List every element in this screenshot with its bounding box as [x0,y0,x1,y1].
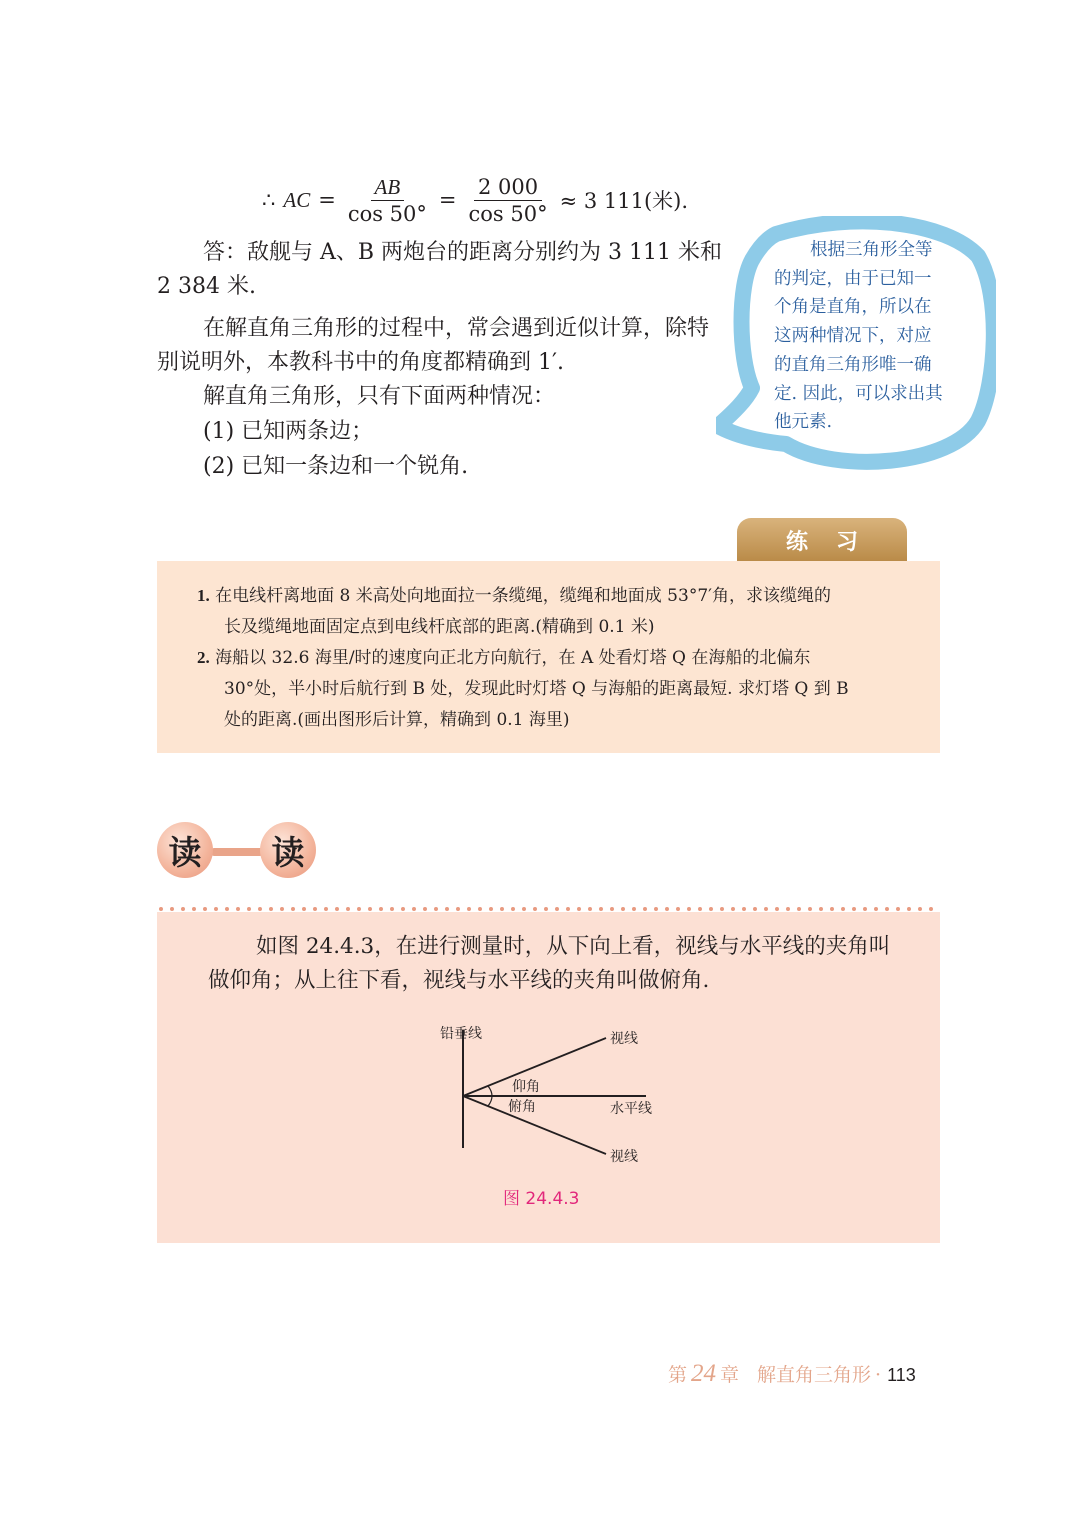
exercise-2 [197,642,907,736]
fraction-2-numerator: 2 000 [474,175,542,201]
chapter-title: 解直角三角形 [757,1364,872,1386]
exercise-1-line-1: 在电线杆离地面 8 米高处向地面拉一条缆绳，缆绳和地面成 53°7′角，求该缆绳的 [215,586,831,606]
formula-equals-2: = [438,188,457,212]
fraction-2 [465,175,552,226]
sight-line-up-label: 视线 [610,1031,638,1047]
exercise-1 [197,580,907,643]
elevation-angle-label: 仰角 [512,1079,540,1095]
formula-lhs: AC [283,187,311,212]
fraction-1 [344,175,431,226]
case-2: (2) 已知一条边和一个锐角. [203,454,469,479]
footer-separator: · [875,1364,882,1386]
read-header-dash [211,848,263,856]
depression-arc [488,1096,492,1106]
formula-result: ≈ 3 111(米). [559,189,689,213]
answer-paragraph: 答：敌舰与 A、B 两炮台的距离分别约为 3 111 米和 2 384 米. [157,240,723,299]
depression-angle-label: 俯角 [508,1099,536,1115]
two-cases-intro: 解直角三角形，只有下面两种情况： [203,384,556,409]
therefore-symbol: ∴ [262,188,276,212]
read-header-char-2: 读 [260,822,316,878]
elevation-arc [488,1086,492,1096]
exercise-1-line-2: 长及缆绳地面固定点到电线杆底部的距离.(精确到 0.1 米) [224,617,655,637]
exercise-2-line-2: 30°处，半小时后航行到 B 处，发现此时灯塔 Q 与海船的距离最短. 求灯塔 Q 到 B [224,679,849,699]
approximation-paragraph: 在解直角三角形的过程中，常会遇到近似计算，除特别说明外，本教科书中的角度都精确到 1′. [157,316,710,375]
fraction-1-denominator: cos 50° [347,201,427,226]
exercise-1-number: 1. [197,586,210,605]
read-paragraph: 如图 24.4.3，在进行测量时，从下向上看，视线与水平线的夹角叫做仰角；从上往下看，视线与水平线的夹角叫做俯角. [208,934,891,993]
exercise-2-line-3: 处的距离.(画出图形后计算，精确到 0.1 海里) [224,710,570,730]
read-header-char-1: 读 [157,822,213,878]
exercise-2-number: 2. [197,648,210,667]
horizontal-line-label: 水平线 [610,1101,652,1117]
elevation-depression-figure [430,1018,690,1178]
figure-caption: 图 24.4.3 [503,1189,580,1209]
exercise-2-line-1: 海船以 32.6 海里/时的速度向正北方向航行，在 A 处看灯塔 Q 在海船的北偏东 [215,648,811,668]
plumb-line-label: 铅垂线 [440,1026,482,1042]
fraction-2-denominator: cos 50° [468,201,548,226]
chapter-prefix: 第 [668,1364,688,1386]
fraction-1-numerator: AB [371,175,405,201]
bubble-note: 根据三角形全等的判定，由于已知一个角是直角，所以在这两种情况下，对应的直角三角形唯一确定. 因此，可以求出其他元素. [774,240,943,433]
dotted-divider [157,905,940,913]
practice-title: 练习 [737,518,907,562]
chapter-suffix: 章 [720,1364,740,1386]
sight-line-down-label: 视线 [610,1149,638,1165]
formula-equals-1: = [318,188,336,212]
page-number: 113 [887,1365,916,1385]
formula-ac [262,172,688,228]
case-1: (1) 已知两条边； [203,419,374,444]
page-footer [668,1360,916,1388]
chapter-number: 24 [691,1360,717,1387]
